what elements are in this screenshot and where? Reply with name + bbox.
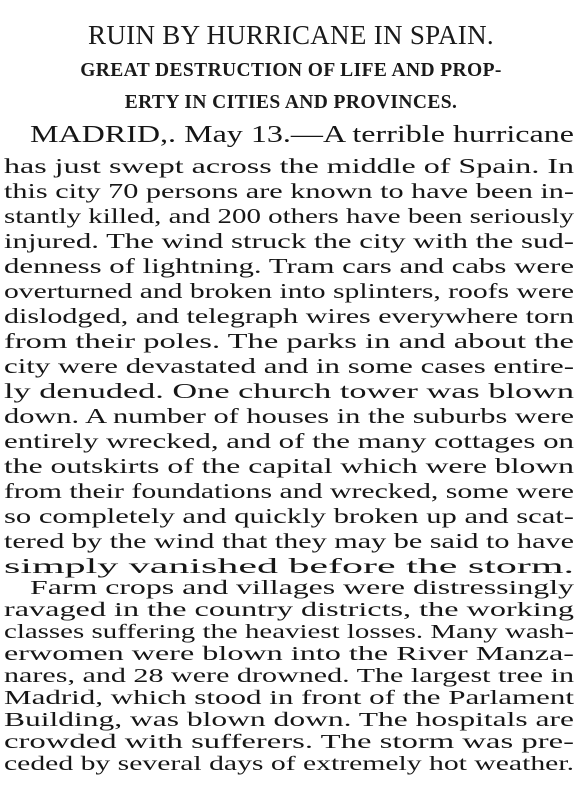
body-line: from their foundations and wrecked, some were [4,479,574,503]
headline: RUIN BY HURRICANE IN SPAIN. [88,20,494,50]
body-line: injured. The wind struck the city with the sud- [4,229,574,253]
body-line: dislodged, and telegraph wires everywhere torn [4,304,574,328]
dateline-rest: . May 13.—A terrible hurricane [168,122,575,148]
body-line: ravaged in the country districts, the working [4,600,574,621]
body-line: tered by the wind that they may be said to have [4,529,574,553]
body-line: simply vanished before the storm. [4,554,574,578]
body-line: crowded with sufferers. The storm was pre- [4,732,574,753]
body-line: entirely wrecked, and of the many cottages on [4,429,574,453]
body-line: Madrid, which stood in front of the Parlament [4,688,574,709]
body-line: this city 70 persons are known to have been in- [4,179,574,203]
dateline [30,122,574,149]
body-line: the outskirts of the capital which were blown [4,454,574,478]
body-line: so completely and quickly broken up and scat- [4,504,574,528]
dateline-place: MADRID, [30,122,169,148]
body-line: down. A number of houses in the suburbs were [4,404,574,428]
paragraph-start: Farm crops and villages were distressingly [30,578,574,599]
body-line: has just swept across the middle of Spain. In [4,154,574,178]
body-line: city were devastated and in some cases entire- [4,354,574,378]
subheadline-line-2: ERTY IN CITIES AND PROVINCES. [124,92,458,113]
body-line: denness of lightning. Tram cars and cabs were [4,254,574,278]
body-line: classes suffering the heaviest losses. Many wash- [4,622,574,643]
body-line: erwomen were blown into the River Manza- [4,644,574,665]
body-line: ly denuded. One church tower was blown [4,379,574,403]
body-line: from their poles. The parks in and about the [4,329,574,353]
body-line: ceded by several days of extremely hot weather. [4,754,574,775]
subheadline-line-1: GREAT DESTRUCTION OF LIFE AND PROP- [80,60,502,81]
body-line: Building, was blown down. The hospitals are [4,710,574,731]
body-line: nares, and 28 were drowned. The largest tree in [4,666,574,687]
body-line: overturned and broken into splinters, roofs were [4,279,574,303]
body-line: stantly killed, and 200 others have been seriously [4,204,574,228]
